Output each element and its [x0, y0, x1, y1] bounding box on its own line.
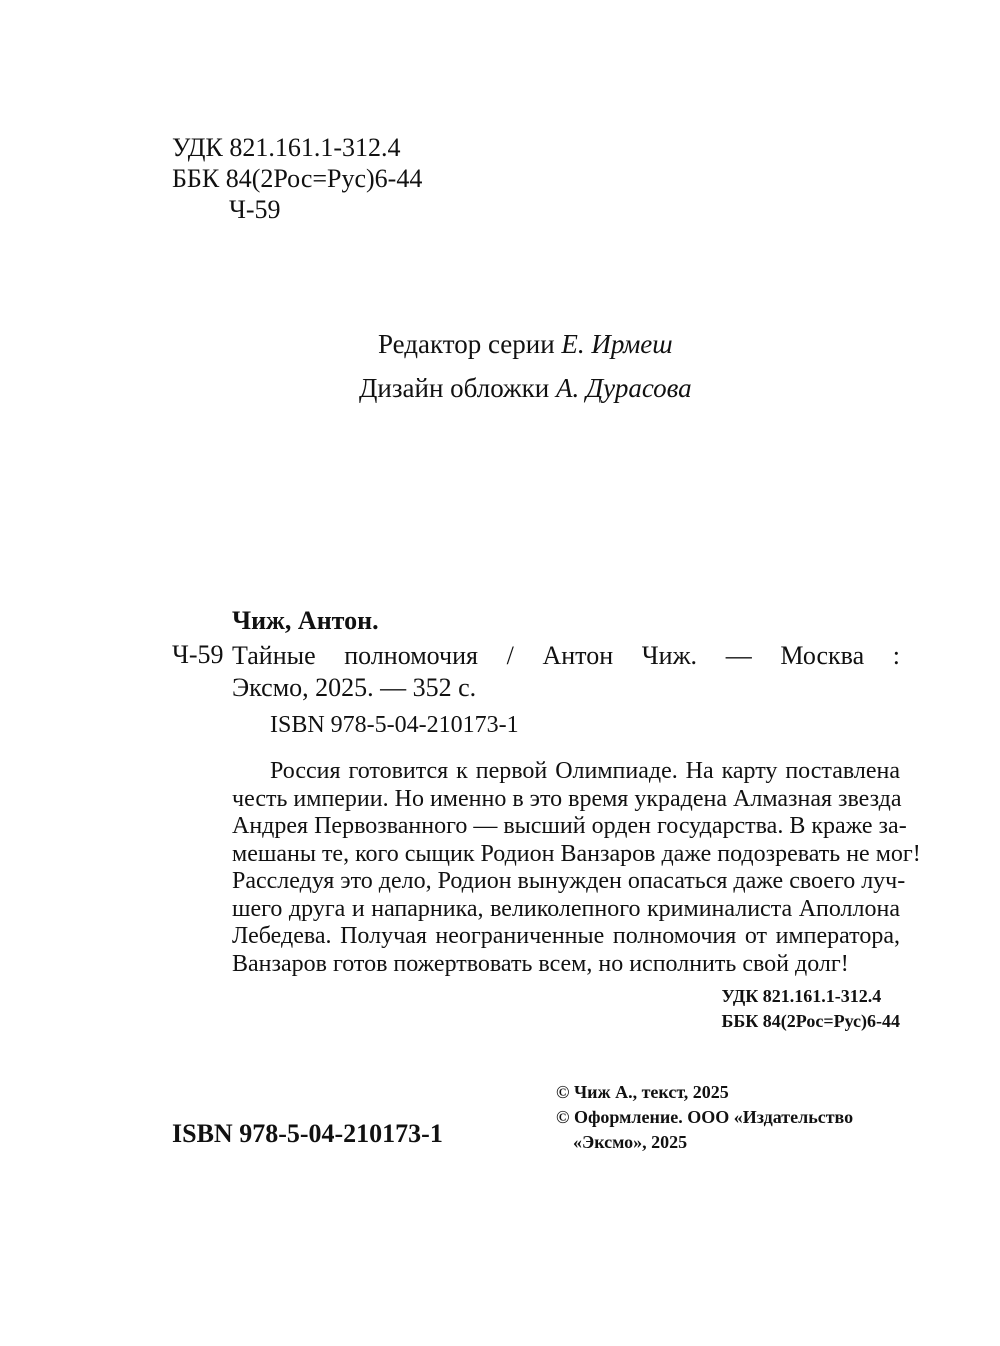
annotation [232, 758, 921, 978]
bib-title-line: Тайные полномочия / Антон Чиж. — Москва : [232, 641, 900, 670]
annotation-line: мешаны те, кого сыщик Родион Ванзаров даже подозревать не мог! [232, 840, 921, 867]
copyright-block [556, 1080, 853, 1155]
annotation-line: шего друга и напарника, великолепного криминалиста Аполлона [232, 895, 900, 922]
bbk-code: ББК 84(2Рос=Рус)6-44 [172, 164, 423, 193]
annotation-line: Лебедева. Получая неограниченные полномочия от императора, [232, 923, 900, 949]
header-classification-codes [172, 132, 422, 225]
annotation-line: Ванзаров готов пожертвовать всем, но исполнить свой долг! [232, 950, 849, 977]
footer-bbk: ББК 84(2Рос=Рус)6-44 [721, 1011, 900, 1031]
bib-publisher-line: Эксмо, 2025. — 352 с. [232, 673, 477, 702]
design-name: А. Дурасова [556, 373, 692, 403]
series-editor-credit [378, 328, 673, 360]
editor-name: Е. Ирмеш [561, 329, 673, 359]
copyright-design-cont: «Эксмо», 2025 [573, 1132, 688, 1152]
copyright-text: © Чиж А., текст, 2025 [556, 1082, 729, 1102]
editor-label: Редактор серии [378, 329, 562, 359]
annotation-line: Россия готовится к первой Олимпиаде. На карту поставлена [270, 758, 900, 784]
bib-author-mark: Ч-59 [172, 640, 224, 669]
footer-udk: УДК 821.161.1-312.4 [721, 986, 882, 1006]
footer-classification-codes [721, 984, 900, 1034]
annotation-line: Андрея Первозванного — высший орден государства. В краже за- [232, 813, 907, 839]
annotation-line: Расследуя это дело, Родион вынужден опасаться даже своего луч- [232, 868, 906, 894]
design-label: Дизайн обложки [359, 373, 557, 403]
annotation-line: честь империи. Но именно в это время украдена Алмазная звезда [232, 785, 902, 812]
udk-code: УДК 821.161.1-312.4 [172, 133, 401, 162]
author-mark: Ч-59 [229, 195, 281, 224]
cover-design-credit [359, 372, 692, 404]
copyright-design: © Оформление. ООО «Издательство [556, 1107, 854, 1127]
isbn-bold: ISBN 978-5-04-210173-1 [172, 1119, 443, 1148]
bib-author: Чиж, Антон. [232, 606, 379, 635]
bib-isbn: ISBN 978-5-04-210173-1 [270, 712, 519, 738]
